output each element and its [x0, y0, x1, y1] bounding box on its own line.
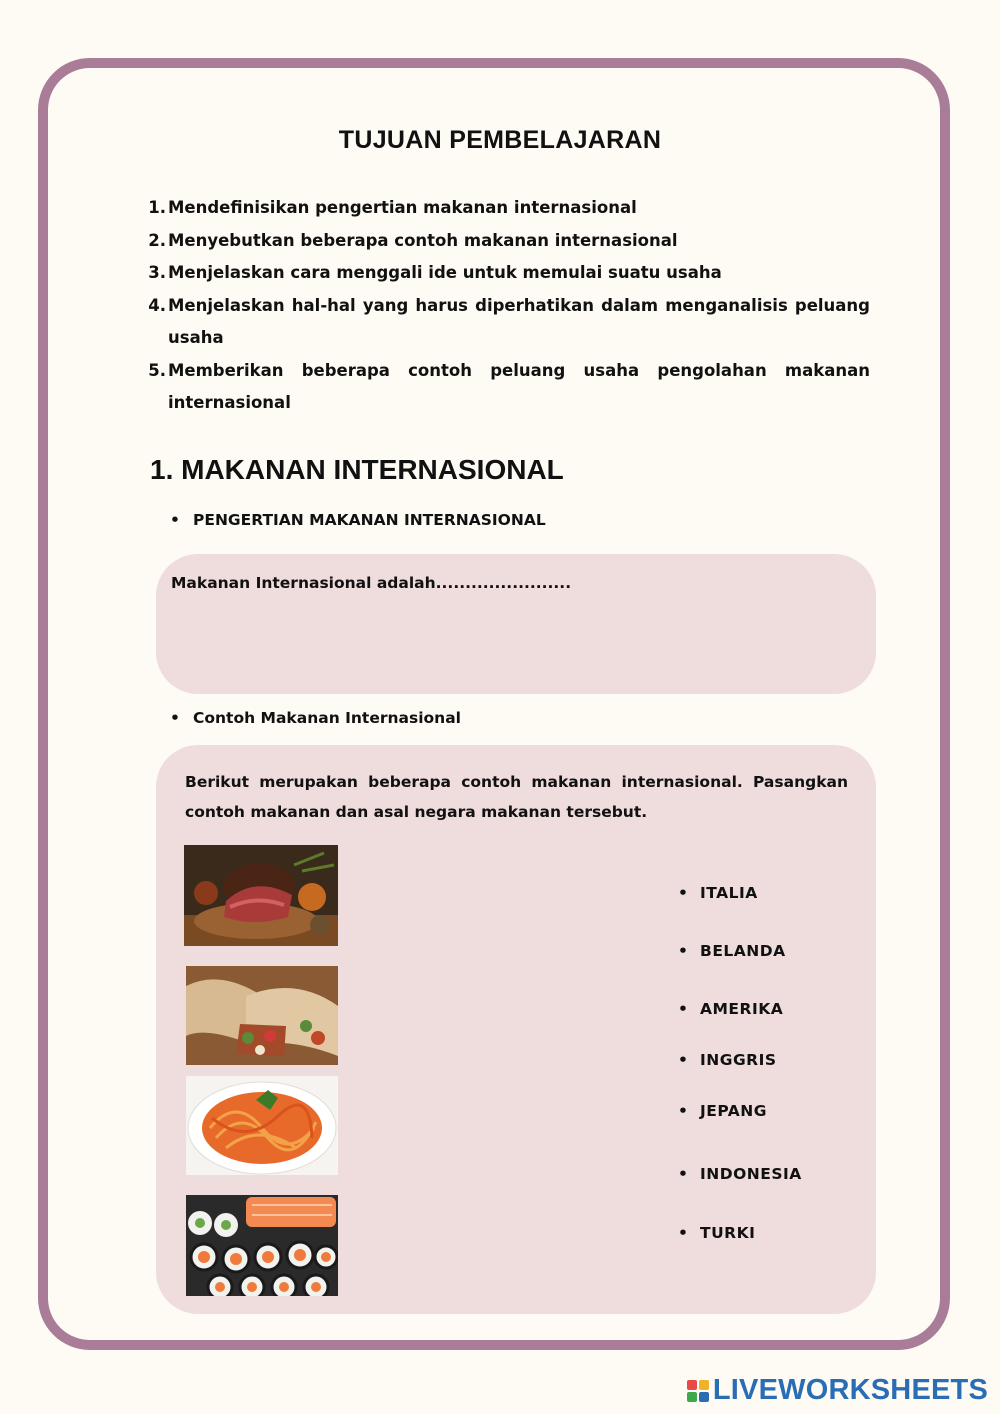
objective-number: 2.	[148, 230, 166, 250]
objective-item	[140, 355, 870, 420]
objective-text: Menjelaskan cara menggali ide untuk memulai suatu usaha	[168, 263, 722, 282]
objective-number: 5.	[148, 360, 166, 380]
objective-item	[140, 192, 870, 225]
spaghetti-image[interactable]	[186, 1076, 338, 1177]
liveworksheets-logo[interactable]	[687, 1374, 988, 1407]
country-option[interactable]: • TURKI	[678, 1224, 755, 1242]
objective-text: Menyebutkan beberapa contoh makanan internasional	[168, 230, 678, 250]
objective-item	[140, 257, 870, 290]
examples-box	[156, 745, 876, 1314]
bullet-examples: • Contoh Makanan Internasional	[170, 709, 461, 727]
country-option[interactable]: • JEPANG	[678, 1102, 767, 1120]
kebab-image[interactable]	[186, 966, 338, 1067]
country-option[interactable]: • INGGRIS	[678, 1051, 777, 1069]
country-option[interactable]: • ITALIA	[678, 884, 758, 902]
objective-number: 1.	[148, 198, 166, 217]
objective-text: Memberikan beberapa contoh peluang usaha pengolahan makanan internasional	[168, 360, 870, 412]
objective-item	[140, 225, 870, 258]
examples-instruction: Berikut merupakan beberapa contoh makanan internasional. Pasangkan contoh makanan dan asal negara makanan tersebut.	[185, 773, 848, 821]
objective-number: 3.	[148, 263, 166, 282]
definition-box	[156, 554, 876, 694]
country-option[interactable]: • BELANDA	[678, 942, 786, 960]
objective-item	[140, 290, 870, 355]
sushi-image[interactable]	[186, 1195, 338, 1296]
objective-text: Menjelaskan hal-hal yang harus diperhatikan dalam menganalisis peluang usaha	[168, 295, 870, 347]
objective-number: 4.	[148, 295, 166, 315]
definition-prompt: Makanan Internasional adalah.......................	[171, 574, 572, 592]
page-title: TUJUAN PEMBELAJARAN	[338, 126, 662, 154]
objective-text: Mendefinisikan pengertian makanan internasional	[168, 198, 637, 217]
steak-image[interactable]	[184, 845, 338, 946]
section-heading: 1. MAKANAN INTERNASIONAL	[150, 454, 564, 485]
liveworksheets-icon	[687, 1380, 709, 1402]
logo-text: LIVEWORKSHEETS	[712, 1374, 988, 1406]
bullet-definition: • PENGERTIAN MAKANAN INTERNASIONAL	[170, 511, 546, 529]
objectives-list	[140, 192, 870, 420]
country-option[interactable]: • AMERIKA	[678, 1000, 783, 1018]
country-option[interactable]: • INDONESIA	[678, 1165, 802, 1183]
